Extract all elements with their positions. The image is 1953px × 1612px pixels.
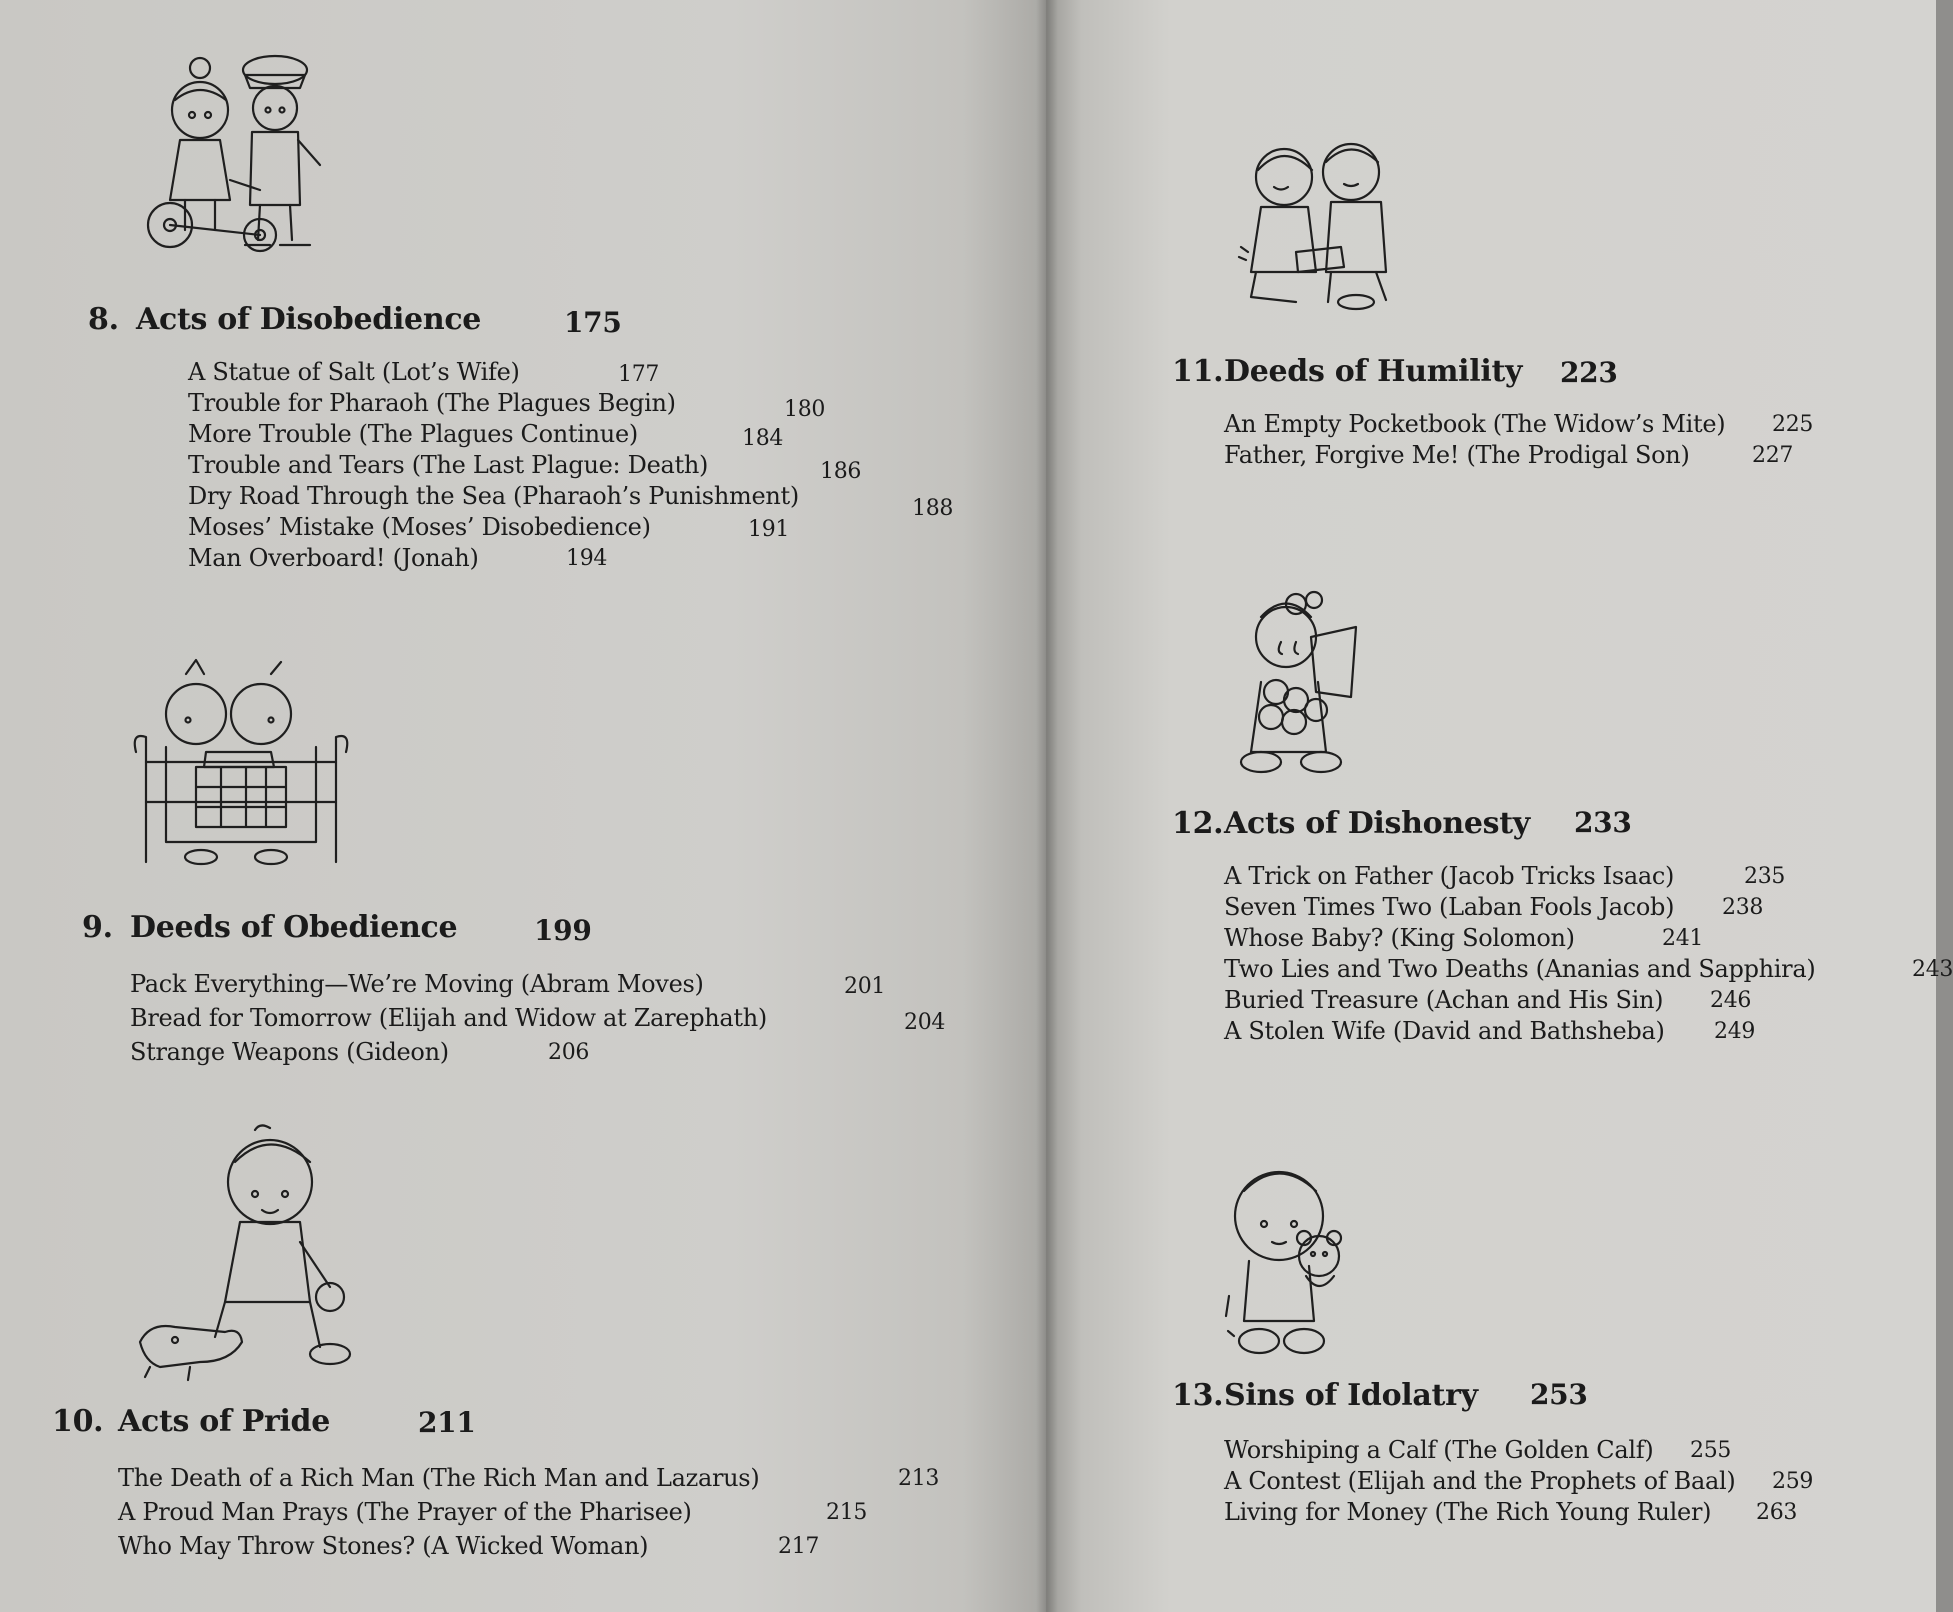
story-title: The Death of a Rich Man (The Rich Man and Lazarus) [118, 1464, 760, 1492]
chapter-page-number: 211 [418, 1406, 476, 1439]
story-title: A Statue of Salt (Lot’s Wife) [188, 358, 520, 386]
story-title: Moses’ Mistake (Moses’ Disobedience) [188, 513, 651, 541]
story-page-number: 243 [1912, 957, 1953, 982]
chapter-title: Acts of Pride [118, 1404, 331, 1439]
story-title: More Trouble (The Plagues Continue) [188, 420, 638, 448]
boys-giving-gift-illustration [1236, 132, 1406, 312]
story-page-number: 235 [1744, 864, 1786, 889]
chapter-page-number: 233 [1574, 806, 1632, 839]
story-page-number: 246 [1710, 988, 1752, 1013]
girl-tricycle-soldier-illustration [140, 40, 360, 265]
story-page-number: 263 [1756, 1500, 1798, 1525]
story-page-number: 206 [548, 1040, 590, 1065]
chapter-number: 9. [82, 910, 113, 945]
chapter-title: Sins of Idolatry [1224, 1378, 1478, 1413]
story-page-number: 204 [904, 1010, 946, 1035]
story-title: Dry Road Through the Sea (Pharaoh’s Punishment) [188, 482, 799, 510]
chapter-number: 13. [1172, 1378, 1224, 1413]
story-title: Bread for Tomorrow (Elijah and Widow at Zarephath) [130, 1004, 767, 1032]
story-title: Worshiping a Calf (The Golden Calf) [1224, 1436, 1654, 1464]
story-title: Trouble for Pharaoh (The Plagues Begin) [188, 389, 676, 417]
story-title: A Trick on Father (Jacob Tricks Isaac) [1224, 862, 1675, 890]
chapter-title: Acts of Disobedience [136, 302, 482, 337]
story-title: Two Lies and Two Deaths (Ananias and Sapphira) [1224, 955, 1816, 983]
story-page-number: 191 [748, 517, 790, 542]
story-page-number: 201 [844, 974, 886, 999]
right-page [1046, 0, 1953, 1612]
story-page-number: 217 [778, 1534, 820, 1559]
story-title: Man Overboard! (Jonah) [188, 544, 479, 572]
chapter-page-number: 253 [1530, 1378, 1588, 1411]
chapter-number: 8. [88, 302, 119, 337]
story-title: An Empty Pocketbook (The Widow’s Mite) [1224, 410, 1726, 438]
story-title: Father, Forgive Me! (The Prodigal Son) [1224, 441, 1690, 469]
chapter-number: 12. [1172, 806, 1224, 841]
children-reading-bench-illustration [126, 652, 356, 877]
story-page-number: 184 [742, 426, 784, 451]
story-page-number: 259 [1772, 1469, 1814, 1494]
story-title: A Proud Man Prays (The Prayer of the Pharisee) [118, 1498, 692, 1526]
chapter-page-number: 223 [1560, 356, 1618, 389]
story-title: A Stolen Wife (David and Bathsheba) [1224, 1017, 1665, 1045]
story-page-number: 249 [1714, 1019, 1756, 1044]
story-title: Whose Baby? (King Solomon) [1224, 924, 1575, 952]
girl-with-bouquet-illustration [1226, 582, 1396, 782]
story-page-number: 177 [618, 362, 660, 387]
story-title: Strange Weapons (Gideon) [130, 1038, 449, 1066]
chapter-number: 11. [1172, 354, 1224, 389]
story-page-number: 180 [784, 397, 826, 422]
story-page-number: 215 [826, 1500, 868, 1525]
story-page-number: 238 [1722, 895, 1764, 920]
story-page-number: 255 [1690, 1438, 1732, 1463]
story-title: Pack Everything—We’re Moving (Abram Moves) [130, 970, 704, 998]
chapter-number: 10. [52, 1404, 104, 1439]
story-title: Seven Times Two (Laban Fools Jacob) [1224, 893, 1675, 921]
story-page-number: 227 [1752, 443, 1794, 468]
story-page-number: 241 [1662, 926, 1704, 951]
book-gutter [1036, 0, 1058, 1612]
story-page-number: 186 [820, 459, 862, 484]
chapter-page-number: 175 [564, 306, 622, 339]
story-title: A Contest (Elijah and the Prophets of Baal) [1224, 1467, 1736, 1495]
story-title: Living for Money (The Rich Young Ruler) [1224, 1498, 1712, 1526]
story-title: Buried Treasure (Achan and His Sin) [1224, 986, 1664, 1014]
chapter-title: Deeds of Humility [1224, 354, 1523, 389]
story-page-number: 225 [1772, 412, 1814, 437]
story-page-number: 194 [566, 546, 608, 571]
chapter-page-number: 199 [534, 914, 592, 947]
story-title: Trouble and Tears (The Last Plague: Death) [188, 451, 709, 479]
chapter-title: Acts of Dishonesty [1224, 806, 1530, 841]
boy-with-teddy-illustration [1214, 1156, 1384, 1366]
boy-with-puppy-illustration [130, 1122, 360, 1382]
chapter-title: Deeds of Obedience [130, 910, 458, 945]
story-page-number: 213 [898, 1466, 940, 1491]
story-title: Who May Throw Stones? (A Wicked Woman) [118, 1532, 649, 1560]
story-page-number: 188 [912, 496, 954, 521]
